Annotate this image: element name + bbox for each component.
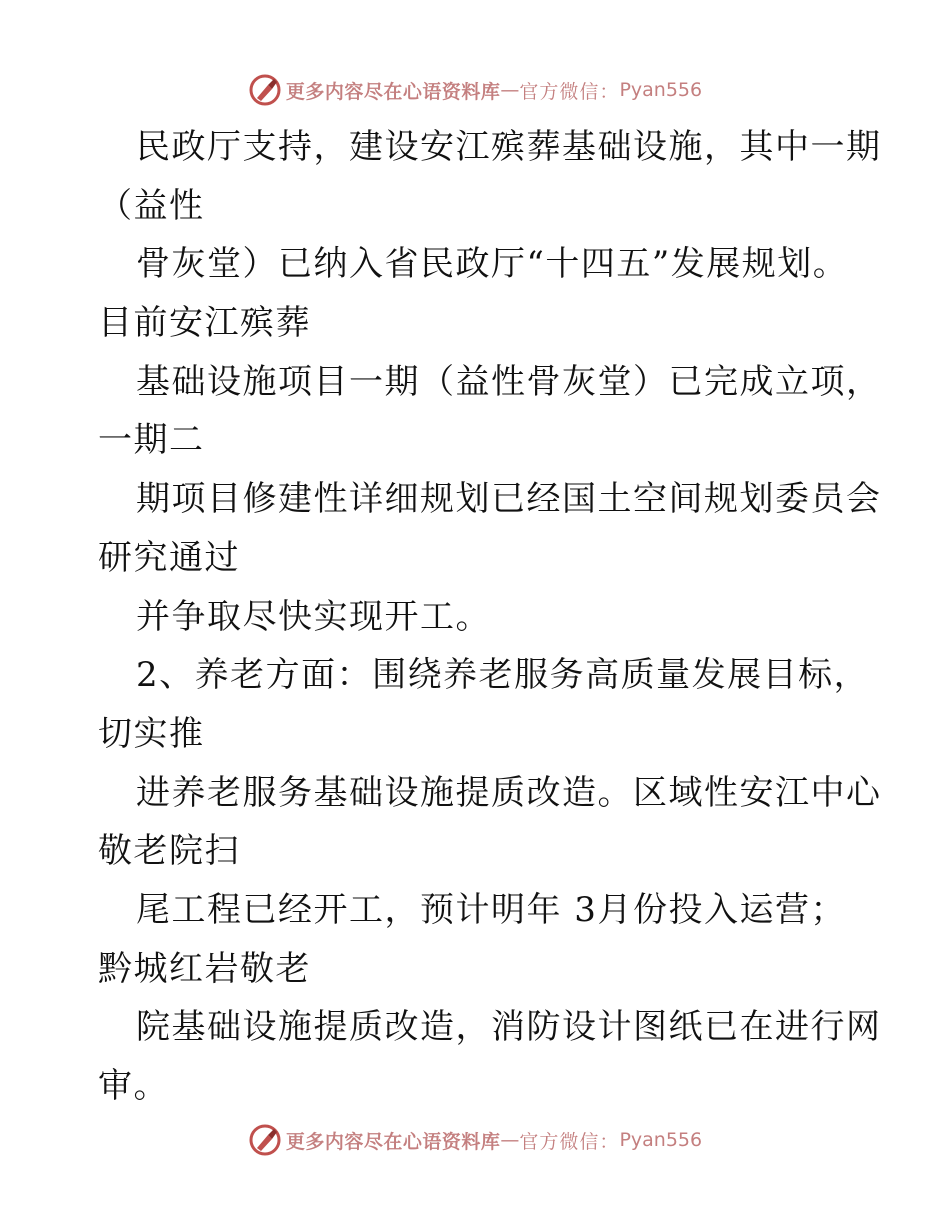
text-line: （益性 [98, 185, 205, 226]
text-line: 进养老服务基础设施提质改造。区域性安江中心 [136, 772, 882, 813]
text-line: 目前安江殡葬 [98, 303, 311, 344]
watermark-dash: — [500, 79, 520, 101]
text-line: 并争取尽快实现开工。 [136, 596, 491, 637]
document-body [98, 118, 882, 1116]
pen-logo-icon [248, 73, 282, 107]
watermark-wechat-label: 官方微信： [519, 80, 620, 103]
text-line: 研究通过 [98, 537, 240, 578]
text-line: 骨灰堂）已纳入省民政厅“十四五”发展规划。 [136, 244, 849, 285]
text-line: 尾工程已经开工，预计明年 3月份投入运营； [136, 889, 846, 930]
watermark-main-text: 更多内容尽在心语资料库 [285, 1130, 501, 1153]
watermark-main-text: 更多内容尽在心语资料库 [285, 80, 501, 103]
text-line: 敬老院扫 [98, 831, 240, 872]
watermark-wechat-id: Pyan556 [619, 79, 703, 101]
text-line: 期项目修建性详细规划已经国土空间规划委员会 [136, 479, 882, 520]
watermark-dash: — [500, 1129, 520, 1151]
text-line: 切实推 [98, 713, 205, 754]
text-line: 民政厅支持，建设安江殡葬基础设施，其中一期 [136, 127, 882, 167]
footer-watermark [0, 1120, 950, 1160]
pen-logo-icon [248, 1123, 282, 1157]
text-line: 2、养老方面：围绕养老服务高质量发展目标， [136, 655, 870, 696]
watermark-wechat-label: 官方微信： [519, 1130, 620, 1153]
text-line: 黔城红岩敬老 [98, 948, 311, 989]
text-line: 一期二 [98, 420, 205, 461]
text-line: 审。 [98, 1066, 169, 1106]
text-line: 基础设施项目一期（益性骨灰堂）已完成立项， [136, 361, 882, 402]
text-line: 院基础设施提质改造，消防设计图纸已在进行网 [136, 1007, 882, 1048]
header-watermark [0, 70, 950, 110]
watermark-wechat-id: Pyan556 [619, 1129, 703, 1151]
